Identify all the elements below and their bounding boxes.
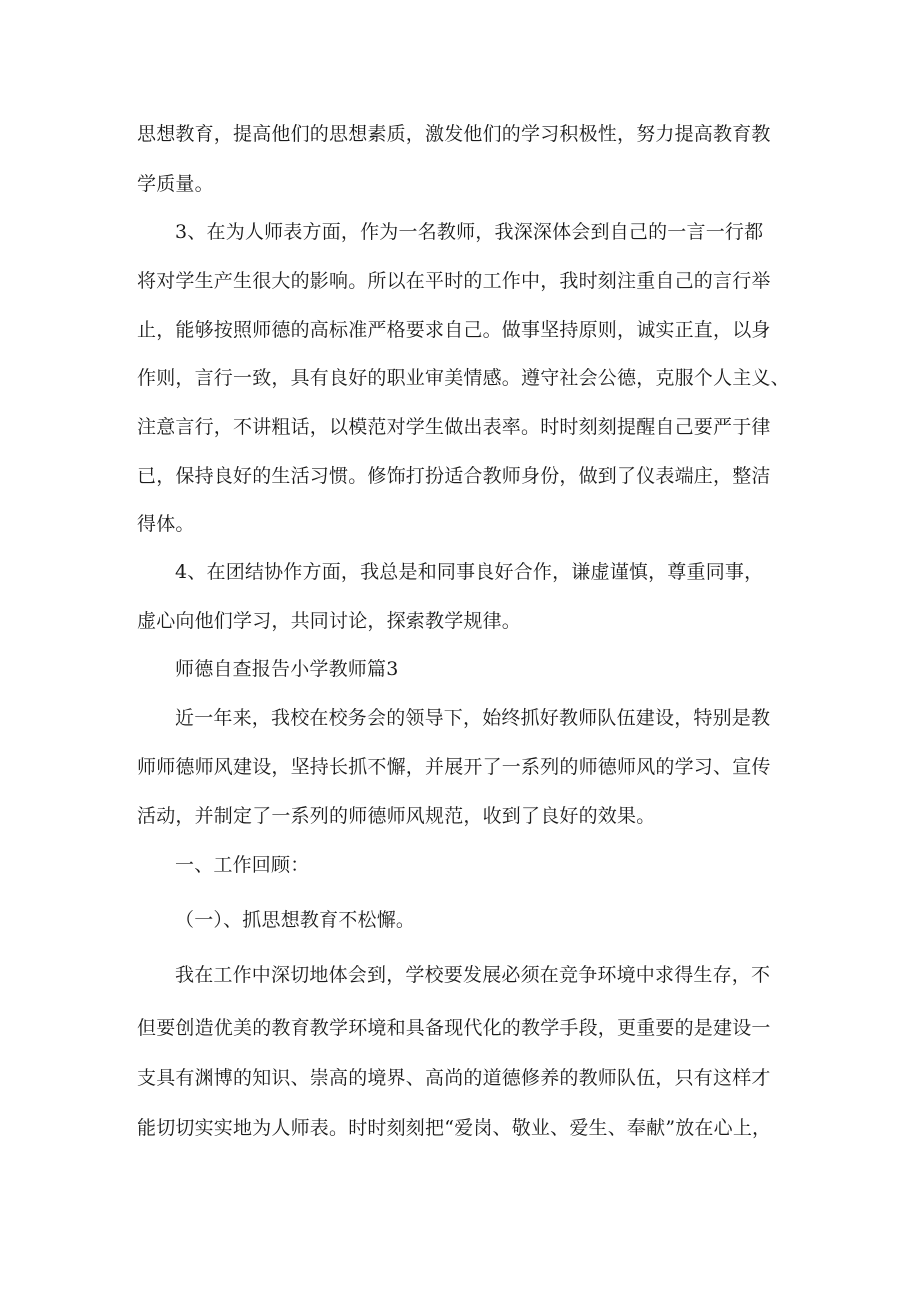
text-line: 但要创造优美的教育教学环境和具备现代化的教学手段，更重要的是建设一 [137,1017,771,1039]
section-heading: 师德自查报告小学教师篇3 [175,658,399,680]
text-line: 学质量。 [137,173,214,195]
text-line: 止，能够按照师德的高标准严格要求自己。做事坚持原则，诚实正直，以身 [137,319,771,341]
text-line: 活动，并制定了一系列的师德师风规范，收到了良好的效果。 [137,805,656,827]
text-line: 3、在为人师表方面，作为一名教师，我深深体会到自己的一言一行都 [175,221,764,243]
text-line: 将对学生产生很大的影响。所以在平时的工作中，我时刻注重自己的言行举 [137,270,771,292]
text-line: 支具有渊博的知识、崇高的境界、高尚的道德修养的教师队伍，只有这样才 [137,1067,771,1089]
text-line: 师师德师风建设，坚持长抓不懈，并展开了一系列的师德师风的学习、宣传 [137,756,771,778]
text-line: 得体。 [137,513,195,535]
text-line: 注意言行，不讲粗话，以模范对学生做出表率。时时刻刻提醒自己要严于律 [137,416,771,438]
text-line: 4、在团结协作方面，我总是和同事良好合作，谦虚谨慎，尊重同事， [175,561,764,583]
text-line: 已，保持良好的生活习惯。修饰打扮适合教师身份，做到了仪表端庄，整洁 [137,465,771,487]
text-line: 近一年来，我校在校务会的领导下，始终抓好教师队伍建设，特别是教 [175,707,771,729]
text-line: 作则，言行一致，具有良好的职业审美情感。遵守社会公德，克服个人主义、 [137,367,790,389]
subsection-heading: （一）、抓思想教育不松懈。 [175,909,416,931]
text-line: 我在工作中深切地体会到，学校要发展必须在竞争环境中求得生存，不 [175,964,771,986]
subsection-heading: 一、工作回顾： [175,854,310,876]
text-line: 能切切实实地为人师表。时时刻刻把“爱岗、敬业、爱生、奉献”放在心上， [137,1117,772,1139]
text-line: 虚心向他们学习，共同讨论，探索教学规律。 [137,610,522,632]
text-line: 思想教育，提高他们的思想素质，激发他们的学习积极性，努力提高教育教 [137,123,771,145]
